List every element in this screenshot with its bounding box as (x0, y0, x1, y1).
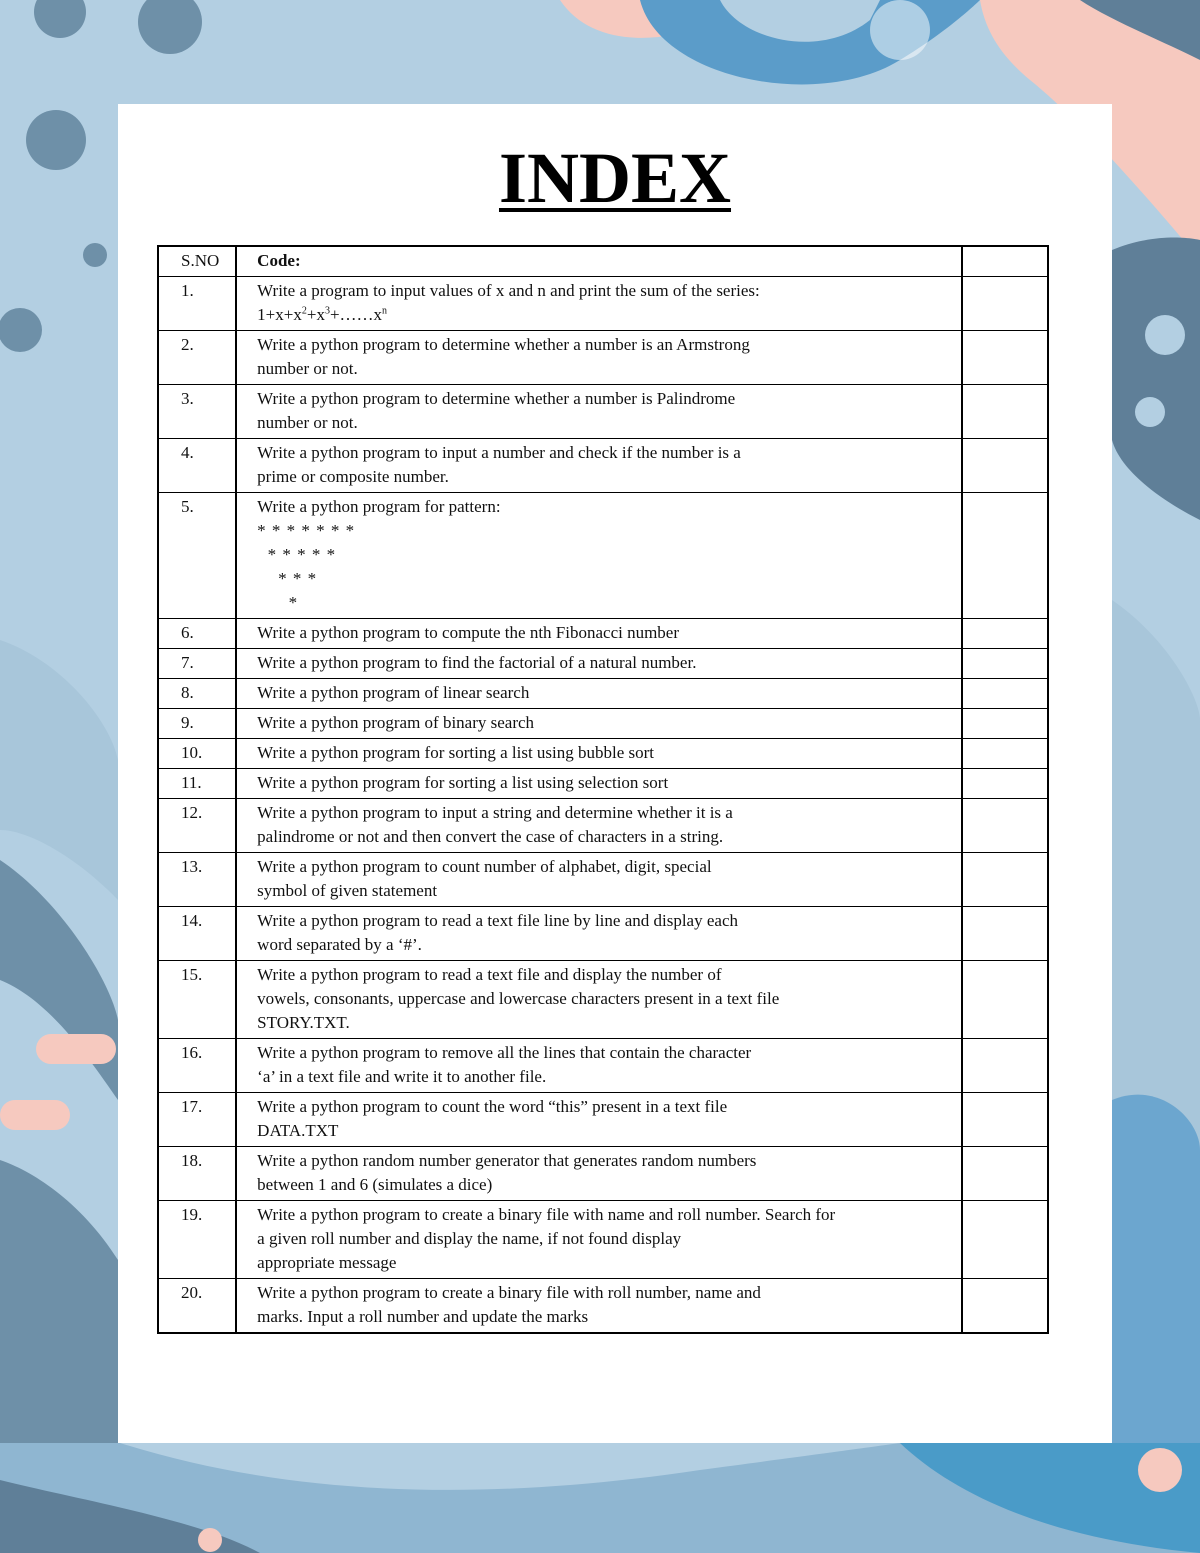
row-blank-cell (962, 799, 1048, 853)
table-header-row (158, 246, 1048, 277)
row-description (236, 439, 962, 493)
row-number: 15. (158, 961, 236, 1039)
row-blank-cell (962, 439, 1048, 493)
index-sheet (118, 104, 1112, 1443)
description-line: Write a python random number generator that generates random numbers (257, 1151, 757, 1170)
description-line: Write a python program to input a string and determine whether it is a (257, 803, 733, 822)
description-line: prime or composite number. (257, 467, 449, 486)
row-blank-cell (962, 769, 1048, 799)
table-row (158, 439, 1048, 493)
row-number: 7. (158, 649, 236, 679)
row-blank-cell (962, 679, 1048, 709)
table-row (158, 709, 1048, 739)
row-description (236, 961, 962, 1039)
row-number: 17. (158, 1093, 236, 1147)
row-blank-cell (962, 1147, 1048, 1201)
row-description (236, 739, 962, 769)
table-row (158, 1279, 1048, 1334)
table-row (158, 493, 1048, 619)
row-number: 4. (158, 439, 236, 493)
description-line: number or not. (257, 359, 358, 378)
row-description (236, 769, 962, 799)
row-number: 14. (158, 907, 236, 961)
description-line: Write a python program to remove all the lines that contain the character (257, 1043, 752, 1062)
table-row (158, 769, 1048, 799)
pattern-line: * * * (257, 569, 318, 588)
description-line: Write a program to input values of x and n and print the sum of the series: (257, 281, 760, 300)
row-description (236, 709, 962, 739)
description-line: Write a python program of binary search (257, 713, 535, 732)
row-blank-cell (962, 961, 1048, 1039)
description-line: ‘a’ in a text file and write it to another file. (257, 1067, 547, 1086)
row-number: 6. (158, 619, 236, 649)
row-blank-cell (962, 1039, 1048, 1093)
description-line: Write a python program to determine whether a number is an Armstrong (257, 335, 750, 354)
row-description (236, 1147, 962, 1201)
description-line: Write a python program to read a text file and display the number of (257, 965, 722, 984)
description-line: Write a python program to find the factorial of a natural number. (257, 653, 697, 672)
row-blank-cell (962, 853, 1048, 907)
row-blank-cell (962, 709, 1048, 739)
description-line: Write a python program for sorting a list using bubble sort (257, 743, 655, 762)
description-line: symbol of given statement (257, 881, 438, 900)
row-number: 10. (158, 739, 236, 769)
row-blank-cell (962, 385, 1048, 439)
table-row (158, 1147, 1048, 1201)
description-line: Write a python program to count number of alphabet, digit, special (257, 857, 712, 876)
header-code: Code: (236, 246, 962, 277)
series-formula: $1+x+x^2+x^3+\dots\dots x^n$ (257, 305, 388, 324)
row-description (236, 331, 962, 385)
description-line: number or not. (257, 413, 358, 432)
header-blank (962, 246, 1048, 277)
row-number: 1. (158, 277, 236, 331)
row-number: 2. (158, 331, 236, 385)
row-blank-cell (962, 619, 1048, 649)
description-line: vowels, consonants, uppercase and lowercase characters present in a text file (257, 989, 780, 1008)
description-line: Write a python program to input a number and check if the number is a (257, 443, 741, 462)
row-number: 9. (158, 709, 236, 739)
row-number: 13. (158, 853, 236, 907)
row-number: 11. (158, 769, 236, 799)
row-blank-cell (962, 1279, 1048, 1334)
table-row (158, 619, 1048, 649)
table-row (158, 907, 1048, 961)
description-line: marks. Input a roll number and update the marks (257, 1307, 589, 1326)
description-line: appropriate message (257, 1253, 397, 1272)
table-row (158, 331, 1048, 385)
description-line: Write a python program of linear search (257, 683, 530, 702)
row-description (236, 649, 962, 679)
row-description (236, 679, 962, 709)
row-description (236, 799, 962, 853)
header-sno: S.NO (158, 246, 236, 277)
pattern-line: * * * * * * * (257, 521, 356, 540)
table-row (158, 277, 1048, 331)
row-number: 8. (158, 679, 236, 709)
description-line: between 1 and 6 (simulates a dice) (257, 1175, 493, 1194)
row-blank-cell (962, 739, 1048, 769)
description-line: Write a python program to count the word “this” present in a text file (257, 1097, 728, 1116)
row-number: 20. (158, 1279, 236, 1334)
description-line: a given roll number and display the name, if not found display (257, 1229, 682, 1248)
row-description (236, 1201, 962, 1279)
description-line: DATA.TXT (257, 1121, 339, 1140)
table-row (158, 1093, 1048, 1147)
pattern-line: * * * * * (257, 545, 337, 564)
description-line: Write a python program to create a binary file with roll number, name and (257, 1283, 761, 1302)
row-blank-cell (962, 493, 1048, 619)
description-line: palindrome or not and then convert the case of characters in a string. (257, 827, 724, 846)
row-description (236, 493, 962, 619)
row-number: 12. (158, 799, 236, 853)
table-row (158, 799, 1048, 853)
row-description (236, 619, 962, 649)
pattern-line: * (257, 593, 299, 612)
row-blank-cell (962, 277, 1048, 331)
page-title: INDEX (498, 138, 732, 218)
index-table (157, 245, 1049, 1334)
table-row (158, 739, 1048, 769)
row-description (236, 907, 962, 961)
row-blank-cell (962, 331, 1048, 385)
description-line: Write a python program to create a binary file with name and roll number. Search for (257, 1205, 836, 1224)
row-blank-cell (962, 1093, 1048, 1147)
description-line: Write a python program to read a text file line by line and display each (257, 911, 738, 930)
description-line: Write a python program to compute the nth Fibonacci number (257, 623, 680, 642)
table-row (158, 1039, 1048, 1093)
row-description (236, 1279, 962, 1334)
row-number: 3. (158, 385, 236, 439)
table-row (158, 961, 1048, 1039)
description-line: Write a python program for sorting a list using selection sort (257, 773, 669, 792)
row-number: 19. (158, 1201, 236, 1279)
row-description (236, 853, 962, 907)
table-row (158, 853, 1048, 907)
row-description (236, 277, 962, 331)
row-number: 16. (158, 1039, 236, 1093)
description-line: STORY.TXT. (257, 1013, 350, 1032)
table-row (158, 649, 1048, 679)
row-number: 18. (158, 1147, 236, 1201)
table-row (158, 1201, 1048, 1279)
description-line: Write a python program for pattern: (257, 497, 501, 516)
row-number: 5. (158, 493, 236, 619)
row-blank-cell (962, 649, 1048, 679)
description-line: Write a python program to determine whether a number is Palindrome (257, 389, 736, 408)
row-description (236, 1039, 962, 1093)
table-row (158, 385, 1048, 439)
row-description (236, 385, 962, 439)
table-row (158, 679, 1048, 709)
description-line: word separated by a ‘#’. (257, 935, 422, 954)
row-description (236, 1093, 962, 1147)
row-blank-cell (962, 907, 1048, 961)
row-blank-cell (962, 1201, 1048, 1279)
